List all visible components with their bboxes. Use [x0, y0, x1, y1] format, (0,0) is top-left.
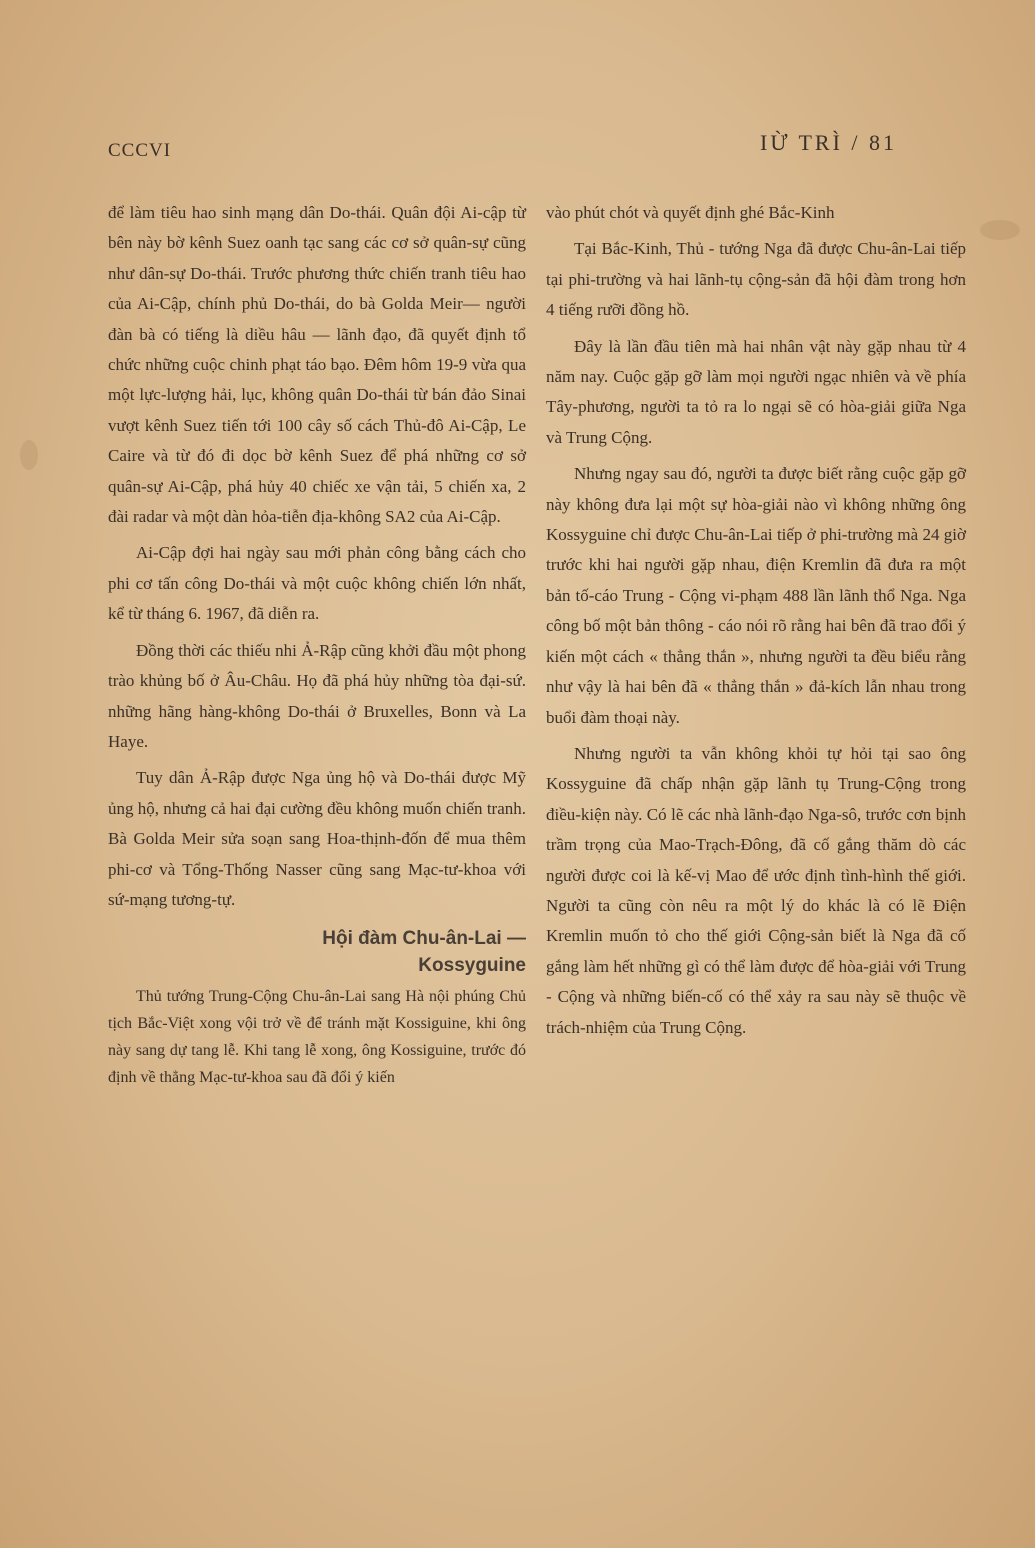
paragraph: vào phút chót và quyết định ghé Bắc-Kinh	[546, 203, 835, 222]
section-title-line-2: Kossyguine	[418, 955, 526, 977]
section-title-line-1: Hội đàm Chu-ân-Lai —	[322, 928, 526, 950]
right-column	[546, 198, 966, 1049]
paper-stain	[980, 220, 1020, 240]
paragraph: để làm tiêu hao sinh mạng dân Do-thái. Quân đội Ai-cập từ bên này bờ kênh Suez oanh tạc sang các cơ sở quân-sự cũng như dân-sự Do-thái. Trước phương thức chiến tranh tiêu hao của Ai-Cập, chính phủ Do-thái, do bà Golda Meir— người đàn bà có tiếng là diều hâu — lãnh đạo, đã quyết định tổ chức những cuộc chinh phạt táo bạo. Đêm hôm 19-9 vừa qua một lực-lượng hải, lục, không quân Do-thái từ bán đảo Sinai vượt kênh Suez tiến tới 100 cây số cách Thủ-đô Ai-Cập, Le Caire và từ đó đi dọc bờ kênh Suez để phá những cơ sở quân-sự Ai-Cập, phá hủy 40 chiếc xe vận tải, 5 chiến xa, 2 đài radar và một dàn hỏa-tiễn địa-không SA2 của Ai-Cập.	[108, 203, 526, 527]
section-title	[108, 925, 526, 979]
left-column	[108, 198, 526, 1097]
paragraph: Thủ tướng Trung-Cộng Chu-ân-Lai sang Hà nội phúng Chủ tịch Bắc-Việt xong vội trở về để tránh mặt Kossiguine, khi ông này sang dự tang lễ. Khi tang lễ xong, ông Kossiguine, trước đó định về thẳng Mạc-tư-khoa sau đã đổi ý kiến	[108, 988, 526, 1087]
paper-stain	[20, 440, 38, 470]
paragraph: Nhưng người ta vẫn không khỏi tự hỏi tại sao ông Kossyguine đã chấp nhận gặp lãnh tụ Trung-Cộng trong điều-kiện này. Có lẽ các nhà lãnh-đạo Nga-sô, trước cơn bịnh trầm trọng của Mao-Trạch-Đông, đã cố gắng thăm dò các người được coi là kế-vị Mao để ước định tình-hình thế giới. Người ta cũng còn nêu ra một lý do khác là có lẽ Điện Kremlin muốn tỏ cho thế giới Cộng-sản biết là Nga đã cố gắng làm hết những gì có thể làm được để hòa-giải với Trung - Cộng và những biến-cố có thể xảy ra sau này sẽ thuộc về trách-nhiệm của Trung Cộng.	[546, 743, 966, 1037]
paragraph: Tuy dân Ả-Rập được Nga ủng hộ và Do-thái được Mỹ ủng hộ, nhưng cả hai đại cường đều không muốn chiến tranh. Bà Golda Meir sửa soạn sang Hoa-thịnh-đốn để mua thêm phi-cơ và Tổng-Thống Nasser cũng sang Mạc-tư-khoa với sứ-mạng tương-tự.	[108, 768, 526, 909]
paragraph: Đồng thời các thiếu nhi Ả-Rập cũng khởi đầu một phong trào khủng bố ở Âu-Châu. Họ đã phá hủy những tòa đại-sứ. những hãng hàng-không Do-thái ở Bruxelles, Bonn và La Haye.	[108, 640, 526, 751]
running-header-right: IỪ TRÌ / 81	[760, 130, 898, 155]
paragraph: Tại Bắc-Kinh, Thủ - tướng Nga đã được Chu-ân-Lai tiếp tại phi-trường và hai lãnh-tụ cộng-sản đã hội đàm trong hơn 4 tiếng rưỡi đồng hồ.	[546, 239, 966, 320]
paragraph: Nhưng ngay sau đó, người ta được biết rằng cuộc gặp gỡ này không đưa lại một sự hòa-giải nào vì không những ông Kossyguine chỉ được Chu-ân-Lai tiếp ở phi-trường mà 24 giờ trước khi hai người gặp nhau, điện Kremlin đã đưa ra một bản tố-cáo Trung - Cộng vi-phạm 488 lần lãnh thổ Nga. Nga công bố một bản thông - cáo nói rõ rằng hai bên đã trao đổi ý kiến một cách « thẳng thắn », nhưng người ta đều biểu rằng như vậy là hai bên đã « thẳng thắn » đả-kích lẫn nhau trong buổi đàm thoại này.	[546, 464, 966, 727]
paragraph: Đây là lần đầu tiên mà hai nhân vật này gặp nhau từ 4 năm nay. Cuộc gặp gỡ làm mọi người ngạc nhiên và về phía Tây-phương, người ta tỏ ra lo ngại sẽ có hòa-giải giữa Nga và Trung Cộng.	[546, 336, 966, 447]
paragraph: Ai-Cập đợi hai ngày sau mới phản công bằng cách cho phi cơ tấn công Do-thái và một cuộc không chiến lớn nhất, kể từ tháng 6. 1967, đã diễn ra.	[108, 543, 526, 624]
running-header-left: CCCVI	[108, 140, 172, 161]
